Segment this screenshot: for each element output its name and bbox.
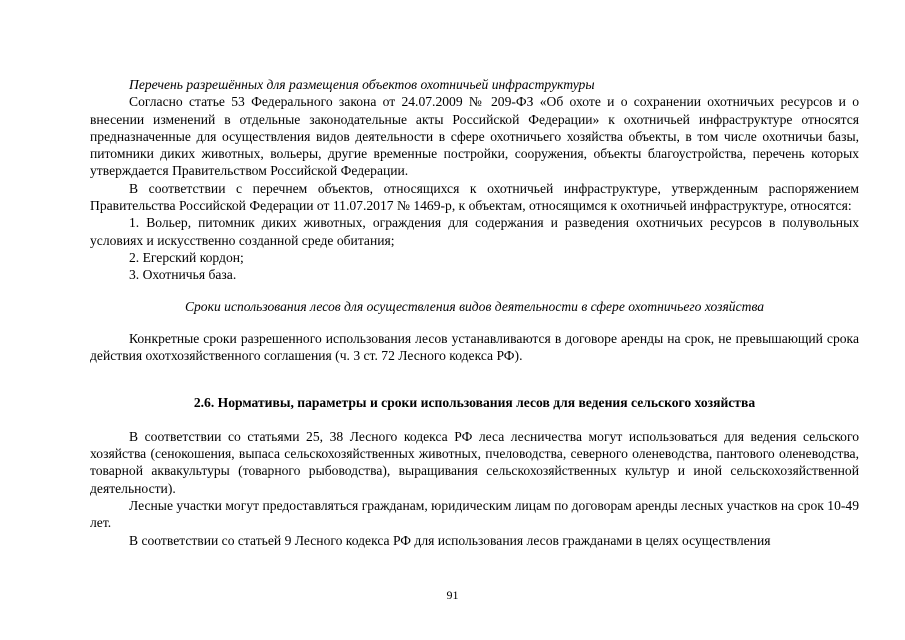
- list-item-2: 2. Егерский кордон;: [129, 249, 244, 265]
- paragraph-article-53: Согласно статье 53 Федерального закона от 24.07.2009 № 209-ФЗ «Об охоте и о сохранении охотничьих ресурсов и о внесении изменений в отдельные законодательные акты Российской Федерации» к охотничьей инфраструктуре относятся предназначенные для осуществления видов деятельности в сфере охотничьего хозяйства объекты, в том числе охотничьи базы, питомники диких животных, вольеры, другие временные постройки, сооружения, объекты благоустройства, перечень которых утверждается Правительством Российской Федерации.: [90, 94, 859, 179]
- list-item-1: 1. Вольер, питомник диких животных, ограждения для содержания и разведения охотничьих ресурсов в полувольных условиях и искусственно созданной среде обитания;: [90, 215, 859, 248]
- paragraph-agriculture: В соответствии со статьями 25, 38 Лесного кодекса РФ леса лесничества могут использоваться для ведения сельского хозяйства (сенокошения, выпаса сельскохозяйственных животных, пчеловодства, северного оленеводства, пантового оленеводства, товарной аквакультуры (товарного рыбоводства), выращивания сельскохозяйственных культур и иной сельскохозяйственной деятельности).: [90, 428, 859, 496]
- section-heading: 2.6. Нормативы, параметры и сроки использования лесов для ведения сельского хозяйства: [193, 395, 756, 411]
- paragraph-order: В соответствии с перечнем объектов, относящихся к охотничьей инфраструктуре, утвержденным распоряжением Правительства Российской Федерации от 11.07.2017 № 1469-р, к объектам, относящимся к охотничьей инфраструктуре, относятся:: [90, 180, 859, 214]
- paragraph-terms: Конкретные сроки разрешенного использования лесов устанавливаются в договоре аренды на срок, не превышающий срока действия охотхозяйственного соглашения (ч. 3 ст. 72 Лесного кодекса РФ).: [90, 330, 859, 364]
- document-page: [90, 76, 859, 549]
- list-item-3: 3. Охотничья база.: [129, 267, 237, 283]
- paragraph-article-9: В соответствии со статьей 9 Лесного кодекса РФ для использования лесов гражданами в целях осуществления: [129, 532, 771, 548]
- page-number: 91: [446, 588, 459, 602]
- heading-infrastructure: Перечень разрешённых для размещения объектов охотничьей инфраструктуры: [129, 77, 595, 92]
- paragraph-lease: Лесные участки могут предоставляться гражданам, юридическим лицам по договорам аренды лесных участков на срок 10-49 лет.: [90, 497, 859, 531]
- heading-terms: Сроки использования лесов для осуществления видов деятельности в сфере охотничьего хозяйства: [184, 298, 765, 314]
